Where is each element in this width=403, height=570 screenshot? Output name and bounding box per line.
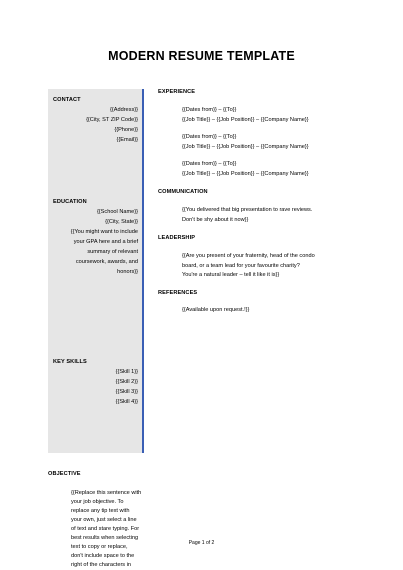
education-list <box>50 207 138 277</box>
leadership-line: You're a natural leader – tell it like it is}} <box>182 272 280 278</box>
education-line: summary of relevant <box>87 249 138 255</box>
contact-city: {{City, ST ZIP Code}} <box>86 117 138 123</box>
job-dates: {{Dates from}} – {{To}} <box>182 161 237 167</box>
communication-heading: COMMUNICATION <box>158 189 208 195</box>
job-entry <box>182 106 362 125</box>
objective-line: best results when selecting <box>71 535 139 541</box>
objective-line: your own, just select a line <box>71 517 137 523</box>
contact-heading: CONTACT <box>53 97 81 103</box>
objective-text <box>71 489 161 570</box>
page-number: Page 1 of 2 <box>188 540 215 546</box>
job-entry <box>182 133 362 152</box>
contact-list <box>50 105 138 145</box>
references-line: {{Available upon request.!}} <box>182 307 250 313</box>
job-dates: {{Dates from}} – {{To}} <box>182 134 237 140</box>
leadership-text <box>182 252 362 281</box>
skill-item: {{Skill 2}} <box>115 379 138 385</box>
objective-line: right of the characters in <box>71 562 132 568</box>
objective-line: {{Replace this sentence with <box>71 490 142 496</box>
education-heading: EDUCATION <box>53 199 87 205</box>
job-entry <box>182 160 362 179</box>
references-text <box>182 306 362 316</box>
leadership-line: {{Are you present of your fraternity, head of the condo <box>182 253 315 259</box>
objective-line: text to copy or replace, <box>71 544 128 550</box>
communication-line: {{You delivered that big presentation to rave reviews. <box>182 207 313 213</box>
communication-line: Don't be shy about it now}} <box>182 216 249 223</box>
skill-item: {{Skill 1}} <box>115 369 138 375</box>
education-line: coursework, awards, and <box>75 259 138 265</box>
education-line: {{City, State}} <box>105 219 138 225</box>
page-title: MODERN RESUME TEMPLATE <box>108 49 295 63</box>
job-detail: {{Job Title}} – {{Job Position}} – {{Company Name}} <box>182 116 309 123</box>
references-heading: REFERENCES <box>158 290 198 296</box>
communication-text <box>182 206 362 225</box>
job-detail: {{Job Title}} – {{Job Position}} – {{Company Name}} <box>182 170 309 177</box>
objective-line: replace any tip text with <box>71 508 130 514</box>
objective-heading: OBJECTIVE <box>48 471 81 477</box>
job-dates: {{Dates from}} – {{To}} <box>182 107 237 113</box>
contact-address: {{Address}} <box>110 107 138 113</box>
contact-phone: {{Phone}} <box>114 127 138 133</box>
sidebar-divider <box>142 89 144 453</box>
skill-item: {{Skill 3}} <box>115 389 138 395</box>
skill-item: {{Skill 4}} <box>115 399 138 405</box>
education-line: honors}} <box>117 269 138 275</box>
contact-email: {{Email}} <box>116 137 138 143</box>
experience-heading: EXPERIENCE <box>158 89 196 95</box>
objective-line: of text and stare typing. For <box>71 526 140 532</box>
skills-list <box>50 367 138 407</box>
objective-line: your job objective. To <box>71 499 124 505</box>
education-line: {{School Name}} <box>96 209 138 215</box>
skills-heading: KEY SKILLS <box>53 359 87 365</box>
experience-list <box>182 106 362 187</box>
job-detail: {{Job Title}} – {{Job Position}} – {{Company Name}} <box>182 143 309 150</box>
objective-line: don't include space to the <box>71 553 135 559</box>
leadership-line: board, or a team lead for your favourite charity? <box>182 262 300 269</box>
education-line: your GPA here and a brief <box>73 239 138 245</box>
leadership-heading: LEADERSHIP <box>158 235 196 241</box>
education-line: {{You might want to include <box>70 229 138 235</box>
